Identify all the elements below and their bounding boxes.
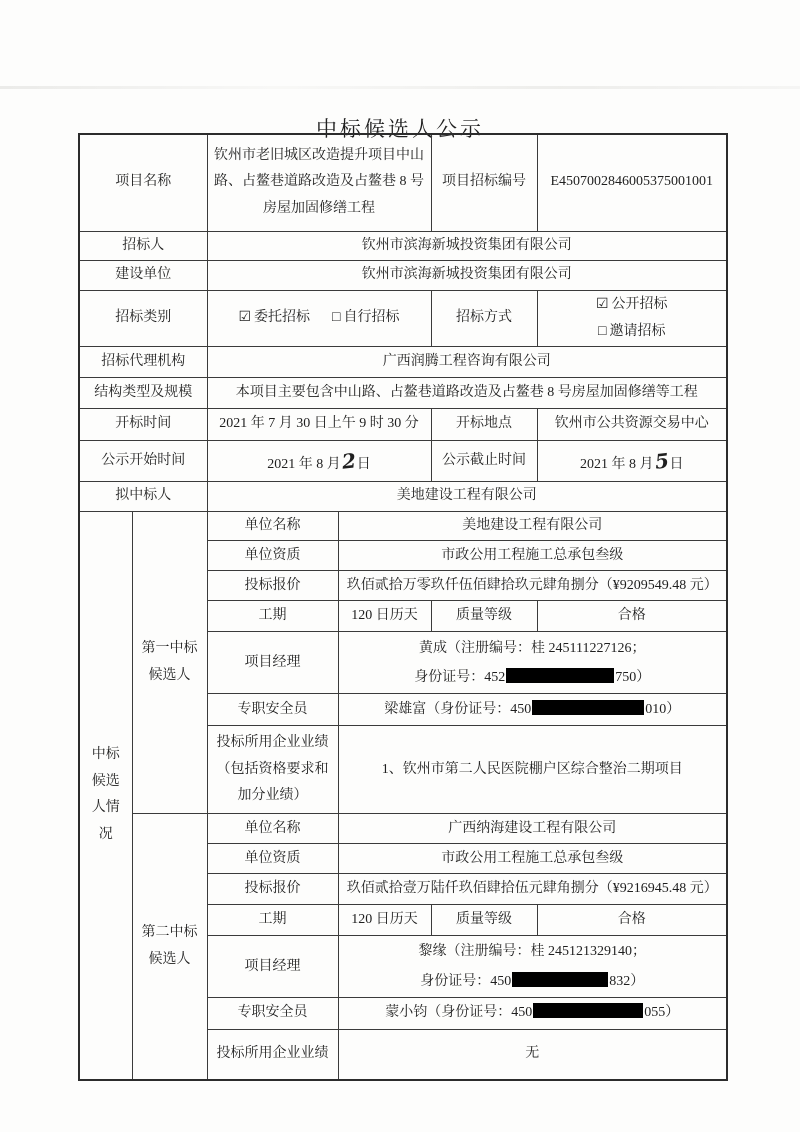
tender-method-options <box>537 291 727 347</box>
publicity-end-value <box>537 441 727 482</box>
candidate-2-performance-value: 无 <box>338 1030 727 1080</box>
table-row <box>79 511 727 541</box>
construction-unit-label: 建设单位 <box>79 261 207 291</box>
table-row <box>79 378 727 409</box>
tenderer-value: 钦州市滨海新城投资集团有限公司 <box>207 231 727 261</box>
candidate-1-rank-label: 第一中标候选人 <box>132 511 207 814</box>
project-name-value: 钦州市老旧城区改造提升项目中山路、占鳌巷道路改造及占鳌巷 8 号房屋加固修缮工程 <box>207 134 431 231</box>
handwritten-day: 5 <box>653 448 670 474</box>
document-title: 中标候选人公示 <box>316 117 484 142</box>
candidates-section-label: 中标候选人情况 <box>79 511 132 1079</box>
candidate-2-safety-value <box>338 998 727 1030</box>
candidate-2-performance-label: 投标所用企业业绩 <box>207 1030 338 1080</box>
candidate-1-manager-label: 项目经理 <box>207 632 338 694</box>
handwritten-day: 2 <box>340 448 357 474</box>
candidate-1-quality-value: 合格 <box>537 601 727 632</box>
construction-unit-value: 钦州市滨海新城投资集团有限公司 <box>207 261 727 291</box>
candidate-2-duration-value: 120 日历天 <box>338 905 431 936</box>
opening-place-label: 开标地点 <box>431 409 537 441</box>
checkbox-unchecked-icon: □ <box>332 310 341 326</box>
candidate-2-duration-label: 工期 <box>207 905 338 936</box>
option-label: 自行招标 <box>343 310 400 326</box>
structure-value: 本项目主要包含中山路、占鳌巷道路改造及占鳌巷 8 号房屋加固修缮等工程 <box>207 378 727 409</box>
checkbox-checked-icon: ☑ <box>595 297 609 313</box>
publicity-end-label: 公示截止时间 <box>431 441 537 482</box>
tender-category-label: 招标类别 <box>79 291 207 347</box>
candidate-2-qualification-value: 市政公用工程施工总承包叁级 <box>338 844 727 874</box>
opening-time-label: 开标时间 <box>79 409 207 441</box>
option-invited-tender <box>598 319 665 346</box>
proposed-winner-label: 拟中标人 <box>79 482 207 512</box>
publicity-start-value <box>207 441 431 482</box>
candidate-1-safety-value <box>338 694 727 726</box>
tender-category-options <box>207 291 431 347</box>
candidate-1-bid-price-label: 投标报价 <box>207 571 338 601</box>
candidate-1-performance-value: 1、钦州市第二人民医院棚户区综合整治二期项目 <box>338 726 727 814</box>
bid-number-label: 项目招标编号 <box>431 134 537 231</box>
candidate-1-manager-id-suffix: 750） <box>615 669 651 685</box>
table-row <box>79 441 727 482</box>
redaction-block <box>533 1003 643 1018</box>
table-row <box>79 134 727 231</box>
candidate-2-manager-value <box>338 936 727 998</box>
candidate-1-performance-label: 投标所用企业业绩（包括资格要求和加分业绩） <box>207 726 338 814</box>
candidate-2-safety-prefix: 蒙小钧（身份证号：450 <box>385 1005 533 1021</box>
candidate-1-manager-value <box>338 632 727 694</box>
candidate-2-bid-price-value: 玖佰贰拾壹万陆仟玖佰肆拾伍元肆角捌分（¥9216945.48 元） <box>338 874 727 905</box>
tender-method-label: 招标方式 <box>431 291 537 347</box>
publicity-start-label: 公示开始时间 <box>79 441 207 482</box>
publicity-end-prefix: 2021 年 8 月 <box>580 457 654 473</box>
candidate-2-rank-label: 第二中标候选人 <box>132 814 207 1080</box>
candidate-1-safety-label: 专职安全员 <box>207 694 338 726</box>
table-row <box>79 347 727 378</box>
table-row <box>79 261 727 291</box>
proposed-winner-value: 美地建设工程有限公司 <box>207 482 727 512</box>
publicity-start-suffix: 日 <box>356 457 371 473</box>
candidate-1-unit-name-label: 单位名称 <box>207 511 338 541</box>
candidate-2-safety-suffix: 055） <box>644 1005 680 1021</box>
table-row <box>79 291 727 347</box>
option-entrusted-tender <box>238 305 310 332</box>
opening-place-value: 钦州市公共资源交易中心 <box>537 409 727 441</box>
candidate-2-quality-label: 质量等级 <box>431 905 537 936</box>
redaction-block <box>532 700 644 715</box>
table-row <box>79 409 727 441</box>
candidate-2-manager-id-suffix: 832） <box>609 973 645 989</box>
publicity-start-prefix: 2021 年 8 月 <box>267 457 341 473</box>
candidate-2-bid-price-label: 投标报价 <box>207 874 338 905</box>
candidate-1-quality-label: 质量等级 <box>431 601 537 632</box>
checkbox-checked-icon: ☑ <box>238 310 252 326</box>
option-label: 公开招标 <box>611 297 668 313</box>
option-label: 邀请招标 <box>609 323 666 339</box>
scan-artifact-band <box>0 86 800 89</box>
candidate-2-manager-line1: 黎缘（注册编号：桂 245121329140； <box>418 944 646 960</box>
candidate-2-unit-name-label: 单位名称 <box>207 814 338 844</box>
redaction-block <box>512 972 608 987</box>
candidate-1-duration-label: 工期 <box>207 601 338 632</box>
option-self-tender <box>332 305 399 332</box>
candidate-1-safety-suffix: 010） <box>645 701 681 717</box>
candidate-1-qualification-value: 市政公用工程施工总承包叁级 <box>338 541 727 571</box>
structure-label: 结构类型及规模 <box>79 378 207 409</box>
project-name-label: 项目名称 <box>79 134 207 231</box>
announcement-table <box>78 133 728 1081</box>
candidate-1-qualification-label: 单位资质 <box>207 541 338 571</box>
table-row <box>79 482 727 512</box>
bid-number-value: E4507002846005375001001 <box>537 134 727 231</box>
candidate-2-safety-label: 专职安全员 <box>207 998 338 1030</box>
candidate-1-unit-name-value: 美地建设工程有限公司 <box>338 511 727 541</box>
candidate-2-unit-name-value: 广西纳海建设工程有限公司 <box>338 814 727 844</box>
tenderer-label: 招标人 <box>79 231 207 261</box>
option-open-tender <box>596 292 668 319</box>
candidate-1-manager-line1: 黄成（注册编号：桂 245111227126； <box>419 640 646 656</box>
publicity-end-suffix: 日 <box>669 457 684 473</box>
redaction-block <box>506 668 614 683</box>
opening-time-value: 2021 年 7 月 30 日上午 9 时 30 分 <box>207 409 431 441</box>
table-row <box>79 814 727 844</box>
candidate-1-bid-price-value: 玖佰贰拾万零玖仟伍佰肆拾玖元肆角捌分（¥9209549.48 元） <box>338 571 727 601</box>
table-row <box>79 231 727 261</box>
agency-value: 广西润腾工程咨询有限公司 <box>207 347 727 378</box>
candidate-1-manager-id-prefix: 身份证号：452 <box>414 669 506 685</box>
agency-label: 招标代理机构 <box>79 347 207 378</box>
candidate-2-manager-id-prefix: 身份证号：450 <box>420 973 512 989</box>
checkbox-unchecked-icon: □ <box>598 323 607 339</box>
candidate-1-manager-line2 <box>345 663 721 692</box>
candidate-1-safety-prefix: 梁雄富（身份证号：450 <box>384 701 532 717</box>
candidate-1-duration-value: 120 日历天 <box>338 601 431 632</box>
candidate-2-quality-value: 合格 <box>537 905 727 936</box>
candidate-2-qualification-label: 单位资质 <box>207 844 338 874</box>
option-label: 委托招标 <box>254 310 311 326</box>
candidate-2-manager-line2 <box>345 967 721 996</box>
candidate-2-manager-label: 项目经理 <box>207 936 338 998</box>
